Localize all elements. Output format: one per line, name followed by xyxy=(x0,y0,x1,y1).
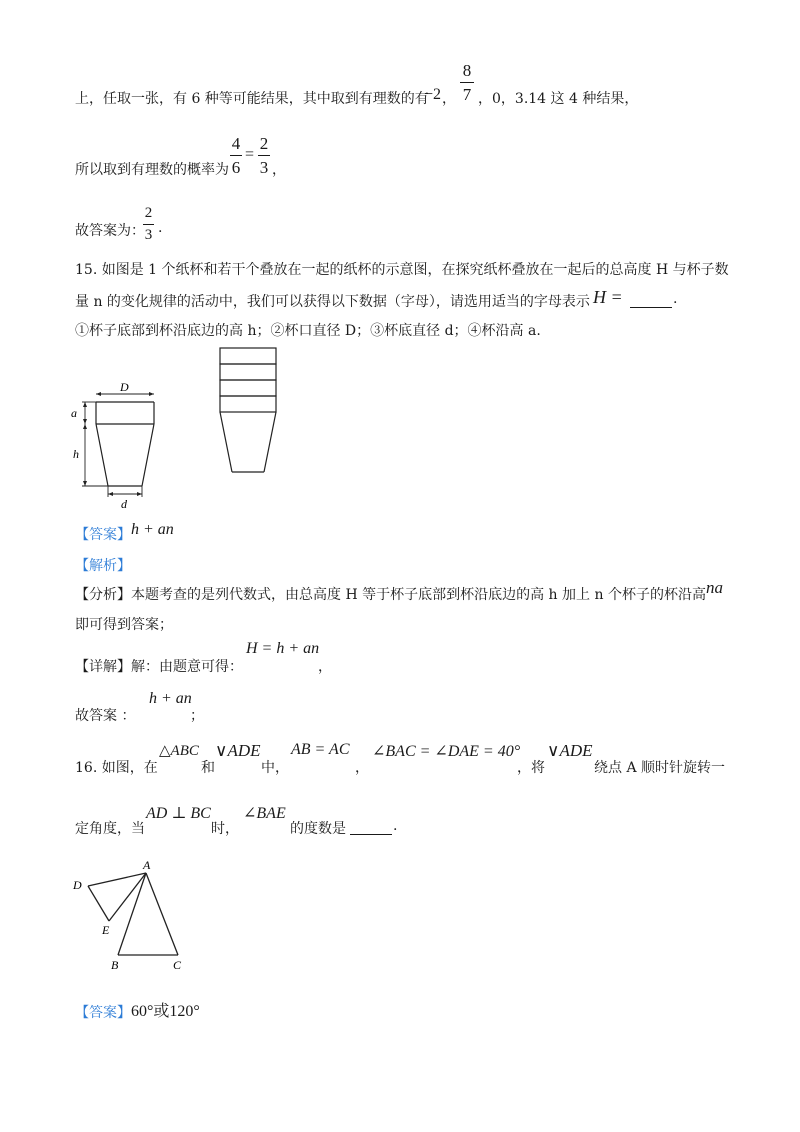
p14-line1-pre: 上，任取一张，有 6 种等可能结果，其中取到有理数的有 xyxy=(75,91,429,107)
stack-body-left xyxy=(220,412,232,472)
p14-answer-fraction xyxy=(143,206,154,243)
frac-num: 8 xyxy=(462,61,472,80)
q15-answer-blank[interactable] xyxy=(630,293,672,308)
q15-line3: ①杯子底部到杯沿底边的高 h；②杯口直径 D；③杯底直径 d；④杯沿高 a. xyxy=(75,323,541,339)
label-E: E xyxy=(102,923,110,937)
label-d: d xyxy=(121,497,127,511)
p14-line2-post: ， xyxy=(272,162,286,178)
q16-line2-b: 时， xyxy=(211,821,239,837)
stack-rim-3 xyxy=(220,380,276,396)
frac-bar xyxy=(460,82,474,83)
frac-den: 6 xyxy=(231,158,241,177)
q16-triangle-ade: ∨ADE xyxy=(215,741,261,760)
label-D: D xyxy=(120,382,129,394)
dim-h-arrow-bottom xyxy=(83,481,87,486)
q16-triangle-figure xyxy=(68,858,198,976)
stack-rim-2 xyxy=(220,364,276,380)
q16-answer-blank[interactable] xyxy=(350,820,392,835)
p14-fraction-8-7 xyxy=(460,62,474,103)
q16-ad-perp-bc: AD ⊥ BC xyxy=(146,805,211,822)
q15-answer-tag: 【答案】 xyxy=(75,527,131,543)
q15-xiangjie-tag: 【详解】 xyxy=(75,659,131,675)
p14-line1-post: ，0，3.14 这 4 种结果， xyxy=(478,91,639,107)
p14-answer-post: . xyxy=(158,220,163,236)
frac-den: 3 xyxy=(144,227,153,243)
q16-line1-c: 中， xyxy=(261,760,289,776)
dim-d-arrow-right xyxy=(137,492,142,496)
q16-line2-d: . xyxy=(393,818,398,834)
q15-fenxi-tag: 【分析】 xyxy=(75,587,131,603)
seg-AB xyxy=(118,873,146,955)
q16-angle-bae: ∠BAE xyxy=(243,805,286,822)
q16-line1-b: 和 xyxy=(201,760,215,776)
dim-D-arrow-left xyxy=(96,392,101,396)
q16-triangle-ade-2: ∨ADE xyxy=(547,741,593,760)
frac-bar xyxy=(143,224,154,225)
q15-stacked-cups-figure xyxy=(214,344,284,476)
q15-final-answer-post: ； xyxy=(190,708,204,724)
stack-body-right xyxy=(264,412,276,472)
dim-D-arrow-right xyxy=(149,392,154,396)
frac-bar xyxy=(258,155,270,156)
label-h: h xyxy=(73,447,79,461)
q15-fenxi-line2: 即可得到答案； xyxy=(75,617,173,633)
p14-fraction-2-3 xyxy=(258,135,270,176)
frac-den: 3 xyxy=(259,158,269,177)
frac-num: 2 xyxy=(259,134,269,153)
p14-fraction-4-6 xyxy=(230,135,242,176)
q16-triangle-abc: △ABC xyxy=(159,743,199,759)
dim-d-arrow-left xyxy=(108,492,113,496)
q16-line2-a: 定角度，当 xyxy=(75,821,145,837)
label-A: A xyxy=(143,858,151,872)
q16-line1-f: 绕点 A 顺时针旋转一 xyxy=(594,760,726,776)
q15-line2-pre: 量 n 的变化规律的活动中，我们可以获得以下数据（字母），请选用适当的字母表示 xyxy=(75,294,590,310)
frac-num: 2 xyxy=(144,205,153,221)
label-B: B xyxy=(111,958,119,972)
label-a: a xyxy=(71,406,77,420)
dim-h-arrow-top xyxy=(83,424,87,429)
q16-line1-d: ， xyxy=(355,760,369,776)
q16-angles: ∠BAC = ∠DAE = 40° xyxy=(372,743,521,760)
q15-final-answer-prefix: 故答案 ： xyxy=(75,708,136,724)
cup-body-right xyxy=(142,424,154,486)
frac-den: 7 xyxy=(462,85,472,104)
label-D: D xyxy=(73,878,82,892)
p14-equals: = xyxy=(245,146,255,163)
q15-answer-value: h + an xyxy=(131,521,174,538)
q15-fenxi-na: na xyxy=(706,578,723,597)
p14-line2-pre: 所以取到有理数的概率为 xyxy=(75,162,229,178)
q15-final-answer-expr: h + an xyxy=(149,690,192,707)
p14-answer-prefix: 故答案为： xyxy=(75,223,145,239)
p14-neg2: −2 xyxy=(424,86,442,103)
q15-analysis-tag: 【解析】 xyxy=(75,558,131,574)
seg-DE xyxy=(88,886,109,921)
stack-rim-1 xyxy=(220,348,276,364)
q15-xiangjie-equation: H = h + an xyxy=(246,640,320,657)
q16-answer-value: 60°或120° xyxy=(131,1003,200,1020)
q16-answer-tag: 【答案】 xyxy=(75,1005,131,1021)
stack-rim-4 xyxy=(220,396,276,412)
label-C: C xyxy=(173,958,182,972)
q16-line1-a: 16. 如图，在 xyxy=(75,760,158,776)
cup-body-left xyxy=(96,424,108,486)
p14-sep1: ， xyxy=(442,91,456,107)
q16-line1-e: ，将 xyxy=(517,760,545,776)
frac-bar xyxy=(230,155,242,156)
q15-H-equals: H = xyxy=(593,287,623,307)
q15-line2-post: . xyxy=(673,291,678,307)
frac-num: 4 xyxy=(231,134,241,153)
q16-ab-eq-ac: AB = AC xyxy=(291,741,350,758)
seg-AC xyxy=(146,873,178,955)
dim-a-arrow-bottom xyxy=(83,419,87,424)
q15-xiangjie-text: 解：由题意可得： xyxy=(131,659,243,675)
q15-line1: 15. 如图是 1 个纸杯和若干个叠放在一起的纸杯的示意图，在探究纸杯叠放在一起后的总高度 H 与杯子数 xyxy=(75,262,729,278)
q15-xiangjie-post: ， xyxy=(318,659,332,675)
q16-line2-c: 的度数是 xyxy=(290,821,346,837)
q15-fenxi-text: 本题考查的是列代数式，由总高度 H 等于杯子底部到杯沿底边的高 h 加上 n 个杯子的杯沿高 xyxy=(131,587,706,603)
q15-single-cup-figure xyxy=(68,382,168,512)
dim-a-arrow-top xyxy=(83,402,87,407)
